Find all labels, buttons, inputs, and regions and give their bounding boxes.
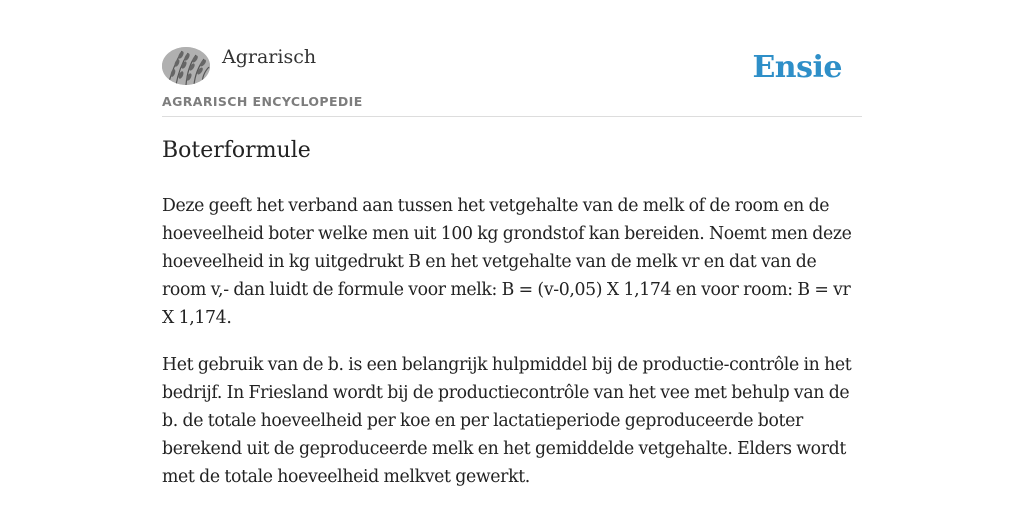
brand-logo[interactable]: Ensie bbox=[752, 50, 842, 85]
source-name[interactable]: Agrarisch bbox=[222, 46, 317, 68]
article-paragraph: Het gebruik van de b. is een belangrijk hulpmiddel bij de productie-contrôle in het bedrijf. In Friesland wordt bij de productiecontrôle van het vee met behulp van de b. de totale hoeveelheid per koe en per lactatieperiode geproduceerde boter berekend uit de geproduceerde melk en het gemiddelde vetgehalte. Elders wordt met de totale hoeveelheid melkvet gewerkt. bbox=[162, 355, 852, 487]
article-title: Boterformule bbox=[162, 138, 311, 163]
header bbox=[162, 44, 862, 117]
source-subtitle: AGRARISCH ENCYCLOPEDIE bbox=[162, 94, 363, 109]
article-body bbox=[162, 192, 862, 510]
article-paragraph: Deze geeft het verband aan tussen het vetgehalte van de melk of de room en de hoeveelheid boter welke men uit 100 kg grondstof kan bereiden. Noemt men deze hoeveelheid in kg uitgedrukt B en het vetgehalte van de melk vr en dat van de room v,- dan luidt de formule voor melk: B = (v-0,05) X 1,174 en voor room: B = vr X 1,174. bbox=[162, 196, 852, 328]
wheat-icon[interactable] bbox=[162, 47, 210, 85]
